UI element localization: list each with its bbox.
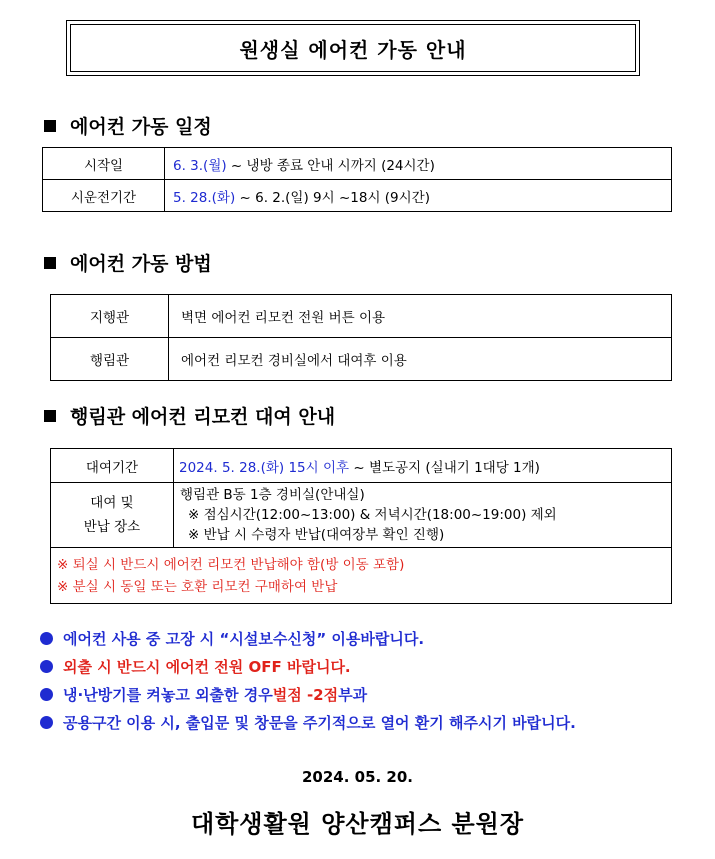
bullet-text: 에어컨 사용 중 고장 시 “시설보수신청” 이용바랍니다. bbox=[63, 630, 425, 648]
bullet-text: 냉·난방기를 켜놓고 외출한 경우 bbox=[63, 686, 273, 704]
table-cell-value bbox=[174, 483, 672, 548]
bullet-item bbox=[40, 656, 351, 677]
table-row bbox=[51, 295, 672, 338]
notes-cell bbox=[51, 548, 672, 604]
rental-heading bbox=[44, 402, 335, 429]
table-cell-label: 시운전기간 bbox=[43, 180, 165, 212]
rental-table bbox=[50, 448, 672, 604]
table-cell-label: 행림관 bbox=[51, 338, 169, 381]
table-row bbox=[43, 180, 672, 212]
table-cell-value bbox=[174, 449, 672, 483]
bullet-dot-icon bbox=[40, 688, 53, 701]
place-line: ※ 점심시간(12:00~13:00) & 저녁시간(18:00~19:00) 제외 bbox=[188, 507, 557, 523]
method-heading-text: 에어컨 가동 방법 bbox=[70, 253, 212, 275]
bullet-item bbox=[40, 712, 576, 733]
bullet-text: 부과 bbox=[338, 686, 368, 704]
method-table bbox=[50, 294, 672, 381]
rental-period-date: 2024. 5. 28.(화) 15시 이후 bbox=[179, 459, 350, 476]
table-row bbox=[51, 548, 672, 604]
table-cell-value bbox=[165, 148, 672, 180]
table-row bbox=[43, 148, 672, 180]
bullet-item bbox=[40, 628, 424, 649]
square-bullet-icon bbox=[44, 257, 56, 269]
bullet-text: 공용구간 이용 시, 출입문 및 창문을 주기적으로 열어 환기 해주시기 바랍니다. bbox=[63, 714, 576, 732]
penalty-text: 벌점 -2점 bbox=[272, 686, 339, 704]
start-date: 6. 3.(월) bbox=[173, 157, 227, 174]
bullet-dot-icon bbox=[40, 660, 53, 673]
schedule-heading-text: 에어컨 가동 일정 bbox=[70, 116, 212, 138]
method-heading bbox=[44, 249, 212, 276]
note-line: ※ 분실 시 동일 또는 호환 리모컨 구매하여 반납 bbox=[57, 578, 338, 595]
start-date-text: ~ 냉방 종료 안내 시까지 (24시간) bbox=[226, 157, 435, 174]
bullet-text: 외출 시 반드시 에어컨 전원 OFF 바랍니다. bbox=[63, 658, 351, 676]
place-label-line: 반납 장소 bbox=[83, 519, 141, 535]
rental-period-text: ~ 별도공지 (실내기 1대당 1개) bbox=[349, 459, 540, 476]
title-box bbox=[66, 20, 640, 76]
square-bullet-icon bbox=[44, 410, 56, 422]
table-cell-value: 벽면 에어컨 리모컨 전원 버튼 이용 bbox=[169, 295, 672, 338]
table-cell-label: 대여기간 bbox=[51, 449, 174, 483]
table-cell-value bbox=[165, 180, 672, 212]
organization-signature: 대학생활원 양산캠퍼스 분원장 bbox=[190, 809, 525, 838]
table-cell-label bbox=[51, 483, 174, 548]
table-row bbox=[51, 449, 672, 483]
table-row bbox=[51, 338, 672, 381]
page-title: 원생실 에어컨 가동 안내 bbox=[70, 24, 636, 72]
place-line: 행림관 B동 1층 경비실(안내실) bbox=[180, 487, 365, 503]
note-line: ※ 퇴실 시 반드시 에어컨 리모컨 반납해야 함(방 이동 포함) bbox=[57, 556, 405, 573]
table-cell-label: 지행관 bbox=[51, 295, 169, 338]
bullet-dot-icon bbox=[40, 632, 53, 645]
place-label-line: 대여 및 bbox=[90, 495, 134, 511]
bullet-dot-icon bbox=[40, 716, 53, 729]
schedule-table bbox=[42, 147, 672, 212]
square-bullet-icon bbox=[44, 120, 56, 132]
trial-date: 5. 28.(화) bbox=[173, 189, 236, 206]
table-row bbox=[51, 483, 672, 548]
bullet-item bbox=[40, 684, 367, 705]
schedule-heading bbox=[44, 112, 212, 139]
table-cell-label: 시작일 bbox=[43, 148, 165, 180]
table-cell-value: 에어컨 리모컨 경비실에서 대여후 이용 bbox=[169, 338, 672, 381]
notice-date: 2024. 05. 20. bbox=[301, 768, 414, 786]
place-line: ※ 반납 시 수령자 반납(대여장부 확인 진행) bbox=[188, 527, 445, 543]
rental-heading-text: 행림관 에어컨 리모컨 대여 안내 bbox=[70, 406, 336, 428]
trial-date-text: ~ 6. 2.(일) 9시 ~18시 (9시간) bbox=[235, 189, 430, 206]
